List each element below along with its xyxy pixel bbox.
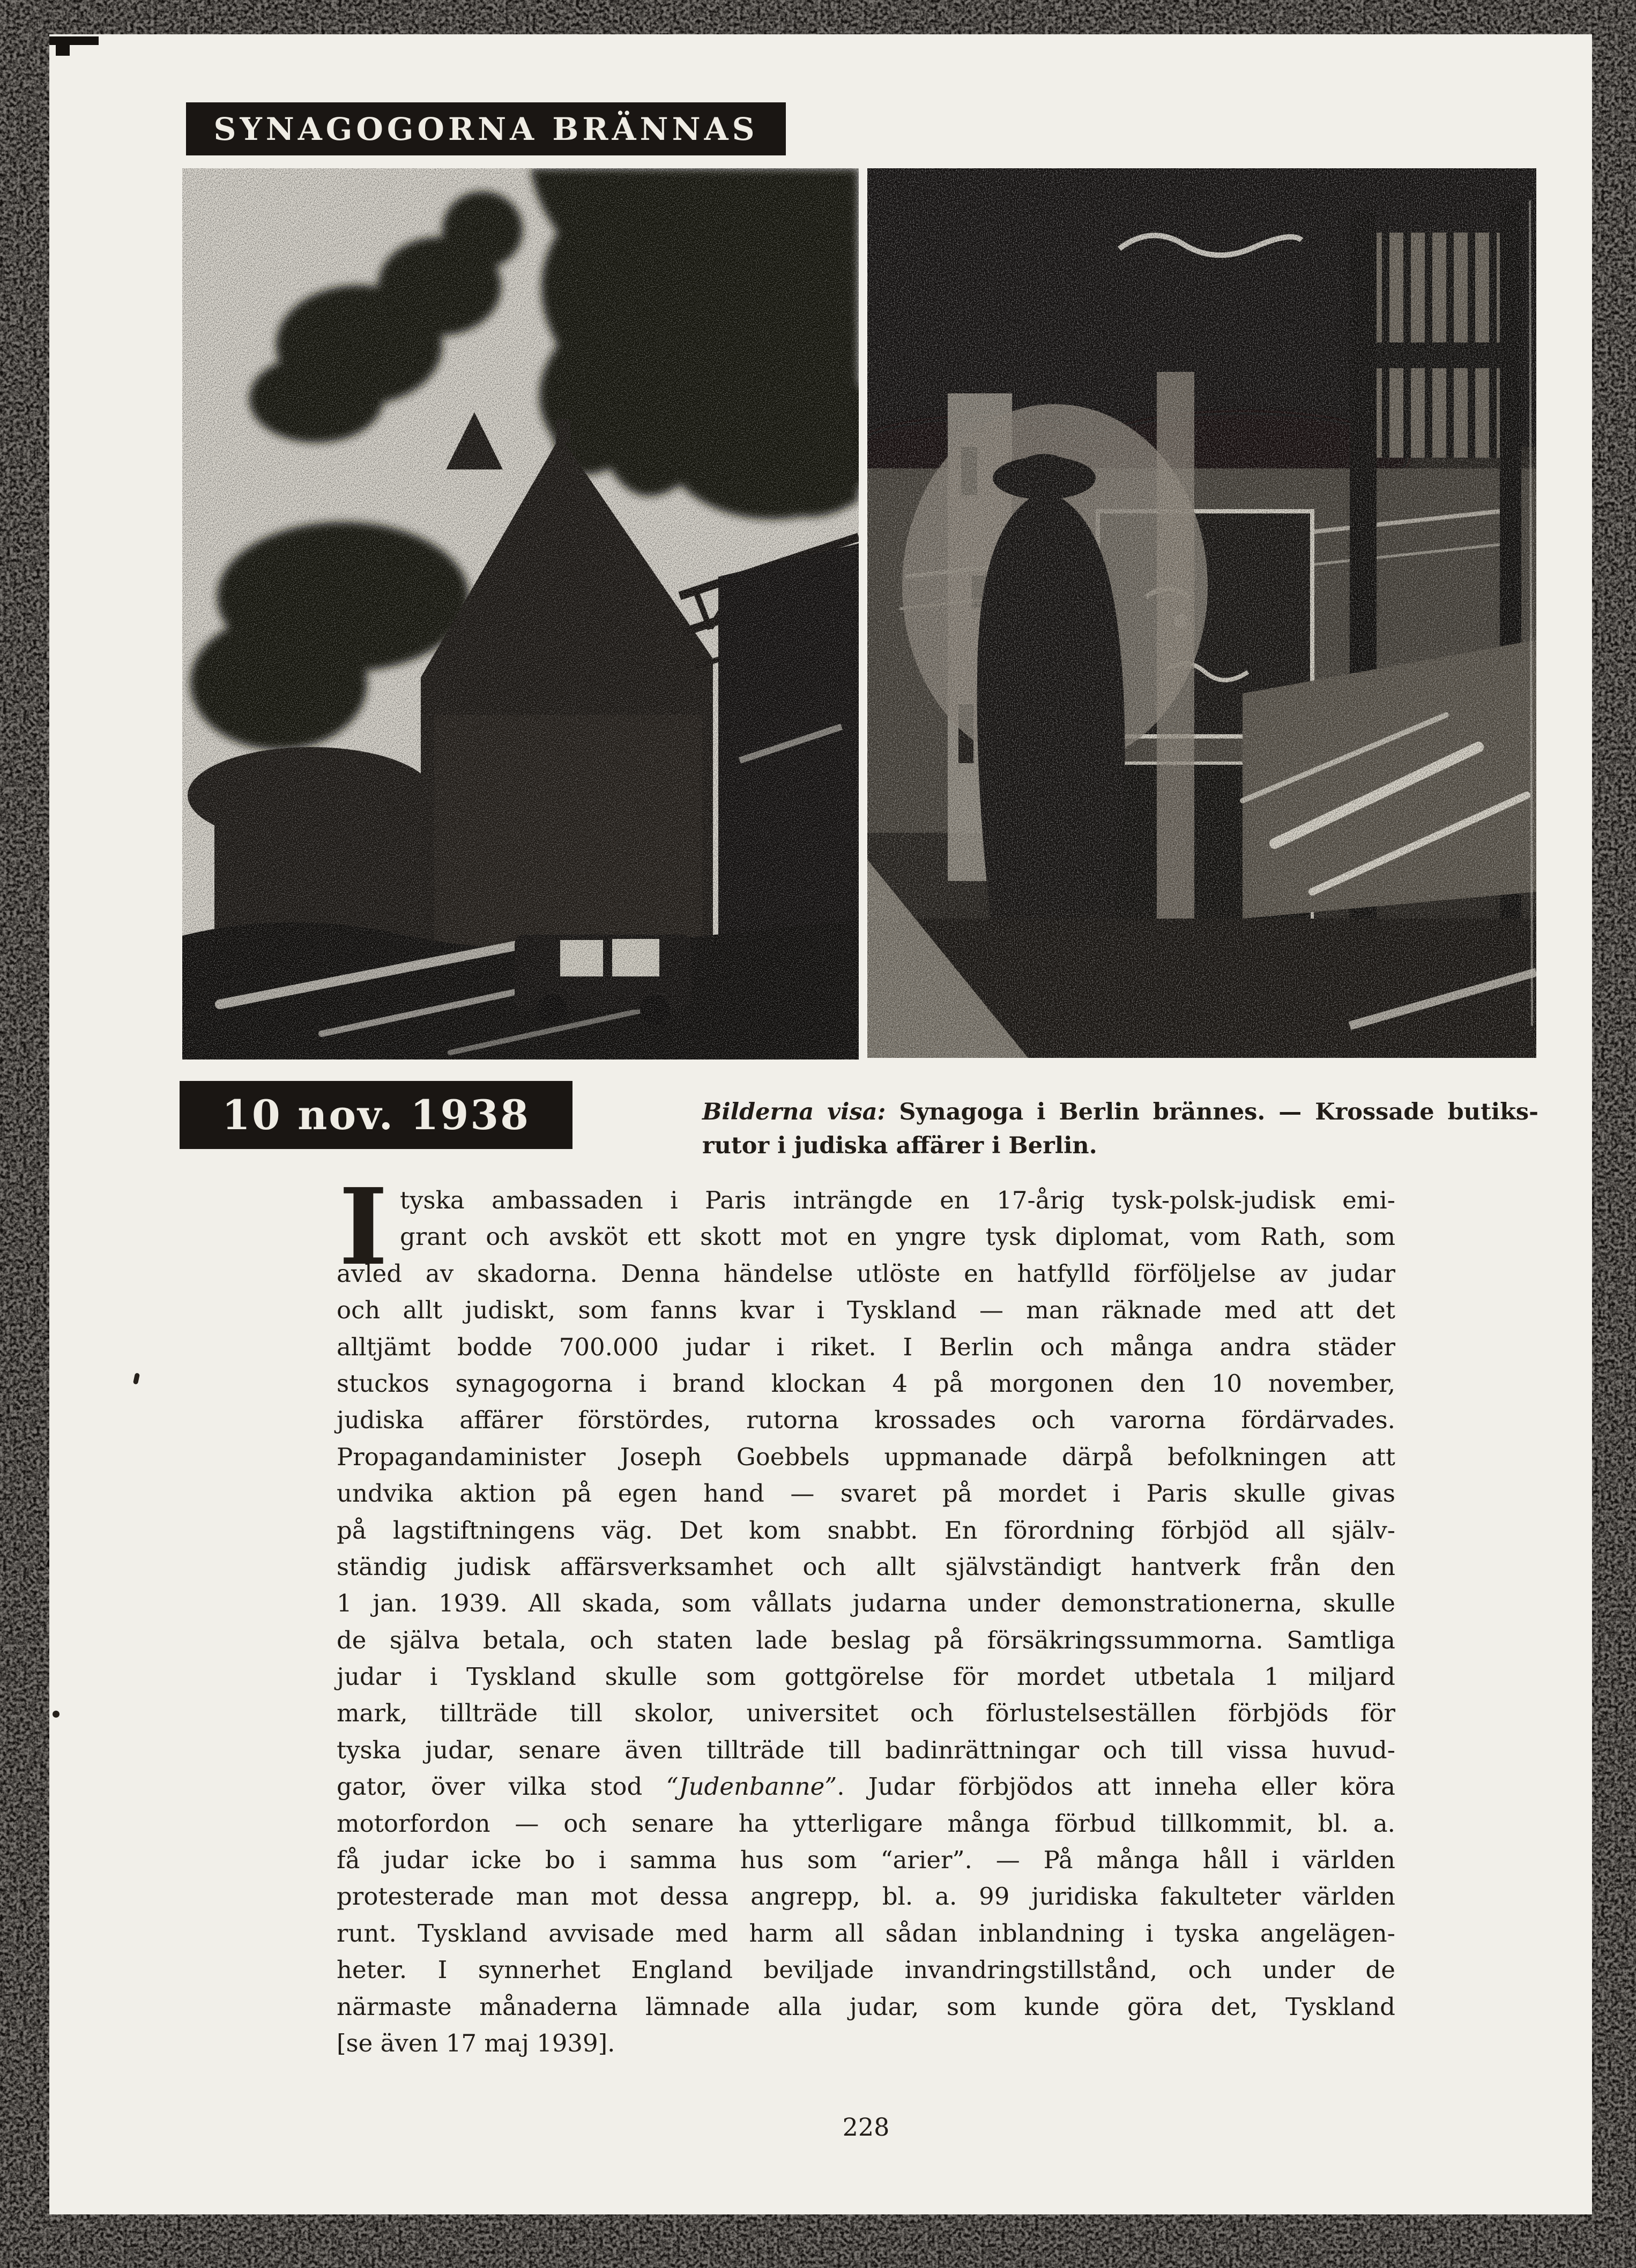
corner-tape-mark: [49, 36, 99, 45]
ink-speck: [133, 1372, 140, 1384]
photo-caption: [702, 1095, 1538, 1163]
text-line: gator, över vilka stod “Judenbanne”. Judar förbjödos att inneha eller köra: [337, 1772, 1396, 1801]
text-line: runt. Tyskland avvisade med harm all sådan inblandning i tyska angelägen-: [337, 1919, 1395, 1948]
text-line: få judar icke bo i samma hus som “arier”. — På många håll i världen: [337, 1846, 1395, 1875]
body-text: [337, 1182, 1395, 2062]
text-line: tyska ambassaden i Paris inträngde en 17-årig tysk-polsk-judisk emi-: [400, 1186, 1395, 1214]
text-line: närmaste månaderna lämnade alla judar, som kunde göra det, Tyskland: [337, 1992, 1395, 2021]
text-line: och allt judiskt, som fanns kvar i Tyskland — man räknade med att det: [337, 1296, 1395, 1325]
text-line: ständig judisk affärsverksamhet och allt självständigt hantverk från den: [337, 1552, 1395, 1581]
page-number: 228: [842, 2113, 890, 2142]
text-line: avled av skadorna. Denna händelse utlöste en hatfylld förföljelse av judar: [337, 1259, 1395, 1288]
photo-smashed-shopfronts: [867, 168, 1536, 1058]
text-line: grant och avsköt ett skott mot en yngre tysk diplomat, vom Rath, som: [400, 1222, 1395, 1251]
ink-speck: [53, 1711, 60, 1718]
text-line: Propagandaminister Joseph Goebbels uppmanade därpå befolkningen att: [337, 1442, 1395, 1471]
text-line: motorfordon — och senare ha ytterligare många förbud tillkommit, bl. a.: [337, 1809, 1395, 1838]
text-line: undvika aktion på egen hand — svaret på mordet i Paris skulle givas: [337, 1479, 1395, 1508]
text-line: på lagstiftningens väg. Det kom snabbt. En förordning förbjöd all själv-: [337, 1516, 1395, 1545]
headline-banner: [186, 102, 786, 155]
text-line: de själva betala, och staten lade beslag på försäkringssummorna. Samtliga: [337, 1625, 1395, 1654]
text-line: mark, tillträde till skolor, universitet och förlustelseställen förbjöds för: [337, 1699, 1395, 1728]
photo-right-art: [867, 168, 1536, 1058]
text-line: tyska judar, senare även tillträde till badinrättningar och till vissa huvud-: [337, 1735, 1395, 1764]
text-line: judar i Tyskland skulle som gottgörelse för mordet utbetala 1 miljard: [337, 1662, 1395, 1691]
photo-left-art: [182, 168, 859, 1060]
headline-label: SYNAGOGORNA BRÄNNAS: [213, 110, 758, 147]
text-line: [se även 17 maj 1939].: [337, 2028, 615, 2057]
text-line: judiska affärer förstördes, rutorna krossades och varorna fördärvades.: [337, 1406, 1395, 1435]
text-line: rutor i judiska affärer i Berlin.: [702, 1132, 1097, 1159]
text-line: stuckos synagogorna i brand klockan 4 på morgonen den 10 november,: [337, 1369, 1395, 1398]
text-line: 1 jan. 1939. All skada, som vållats judarna under demonstrationerna, skulle: [337, 1589, 1395, 1618]
book-page: [49, 34, 1592, 2214]
photo-synagogue-burning: [182, 168, 859, 1060]
text-line: heter. I synnerhet England beviljade invandringstillstånd, och under de: [337, 1956, 1395, 1984]
text-line: alltjämt bodde 700.000 judar i riket. I Berlin och många andra städer: [337, 1332, 1395, 1361]
date-banner: [180, 1081, 572, 1149]
drop-cap: I: [339, 1166, 388, 1289]
text-line: protesterade man mot dessa angrepp, bl. a. 99 juridiska fakulteter världen: [337, 1882, 1395, 1911]
date-label: 10 nov. 1938: [221, 1091, 531, 1139]
text-line: Bilderna visa: Synagoga i Berlin brännes. — Krossade butiks-: [702, 1099, 1538, 1125]
